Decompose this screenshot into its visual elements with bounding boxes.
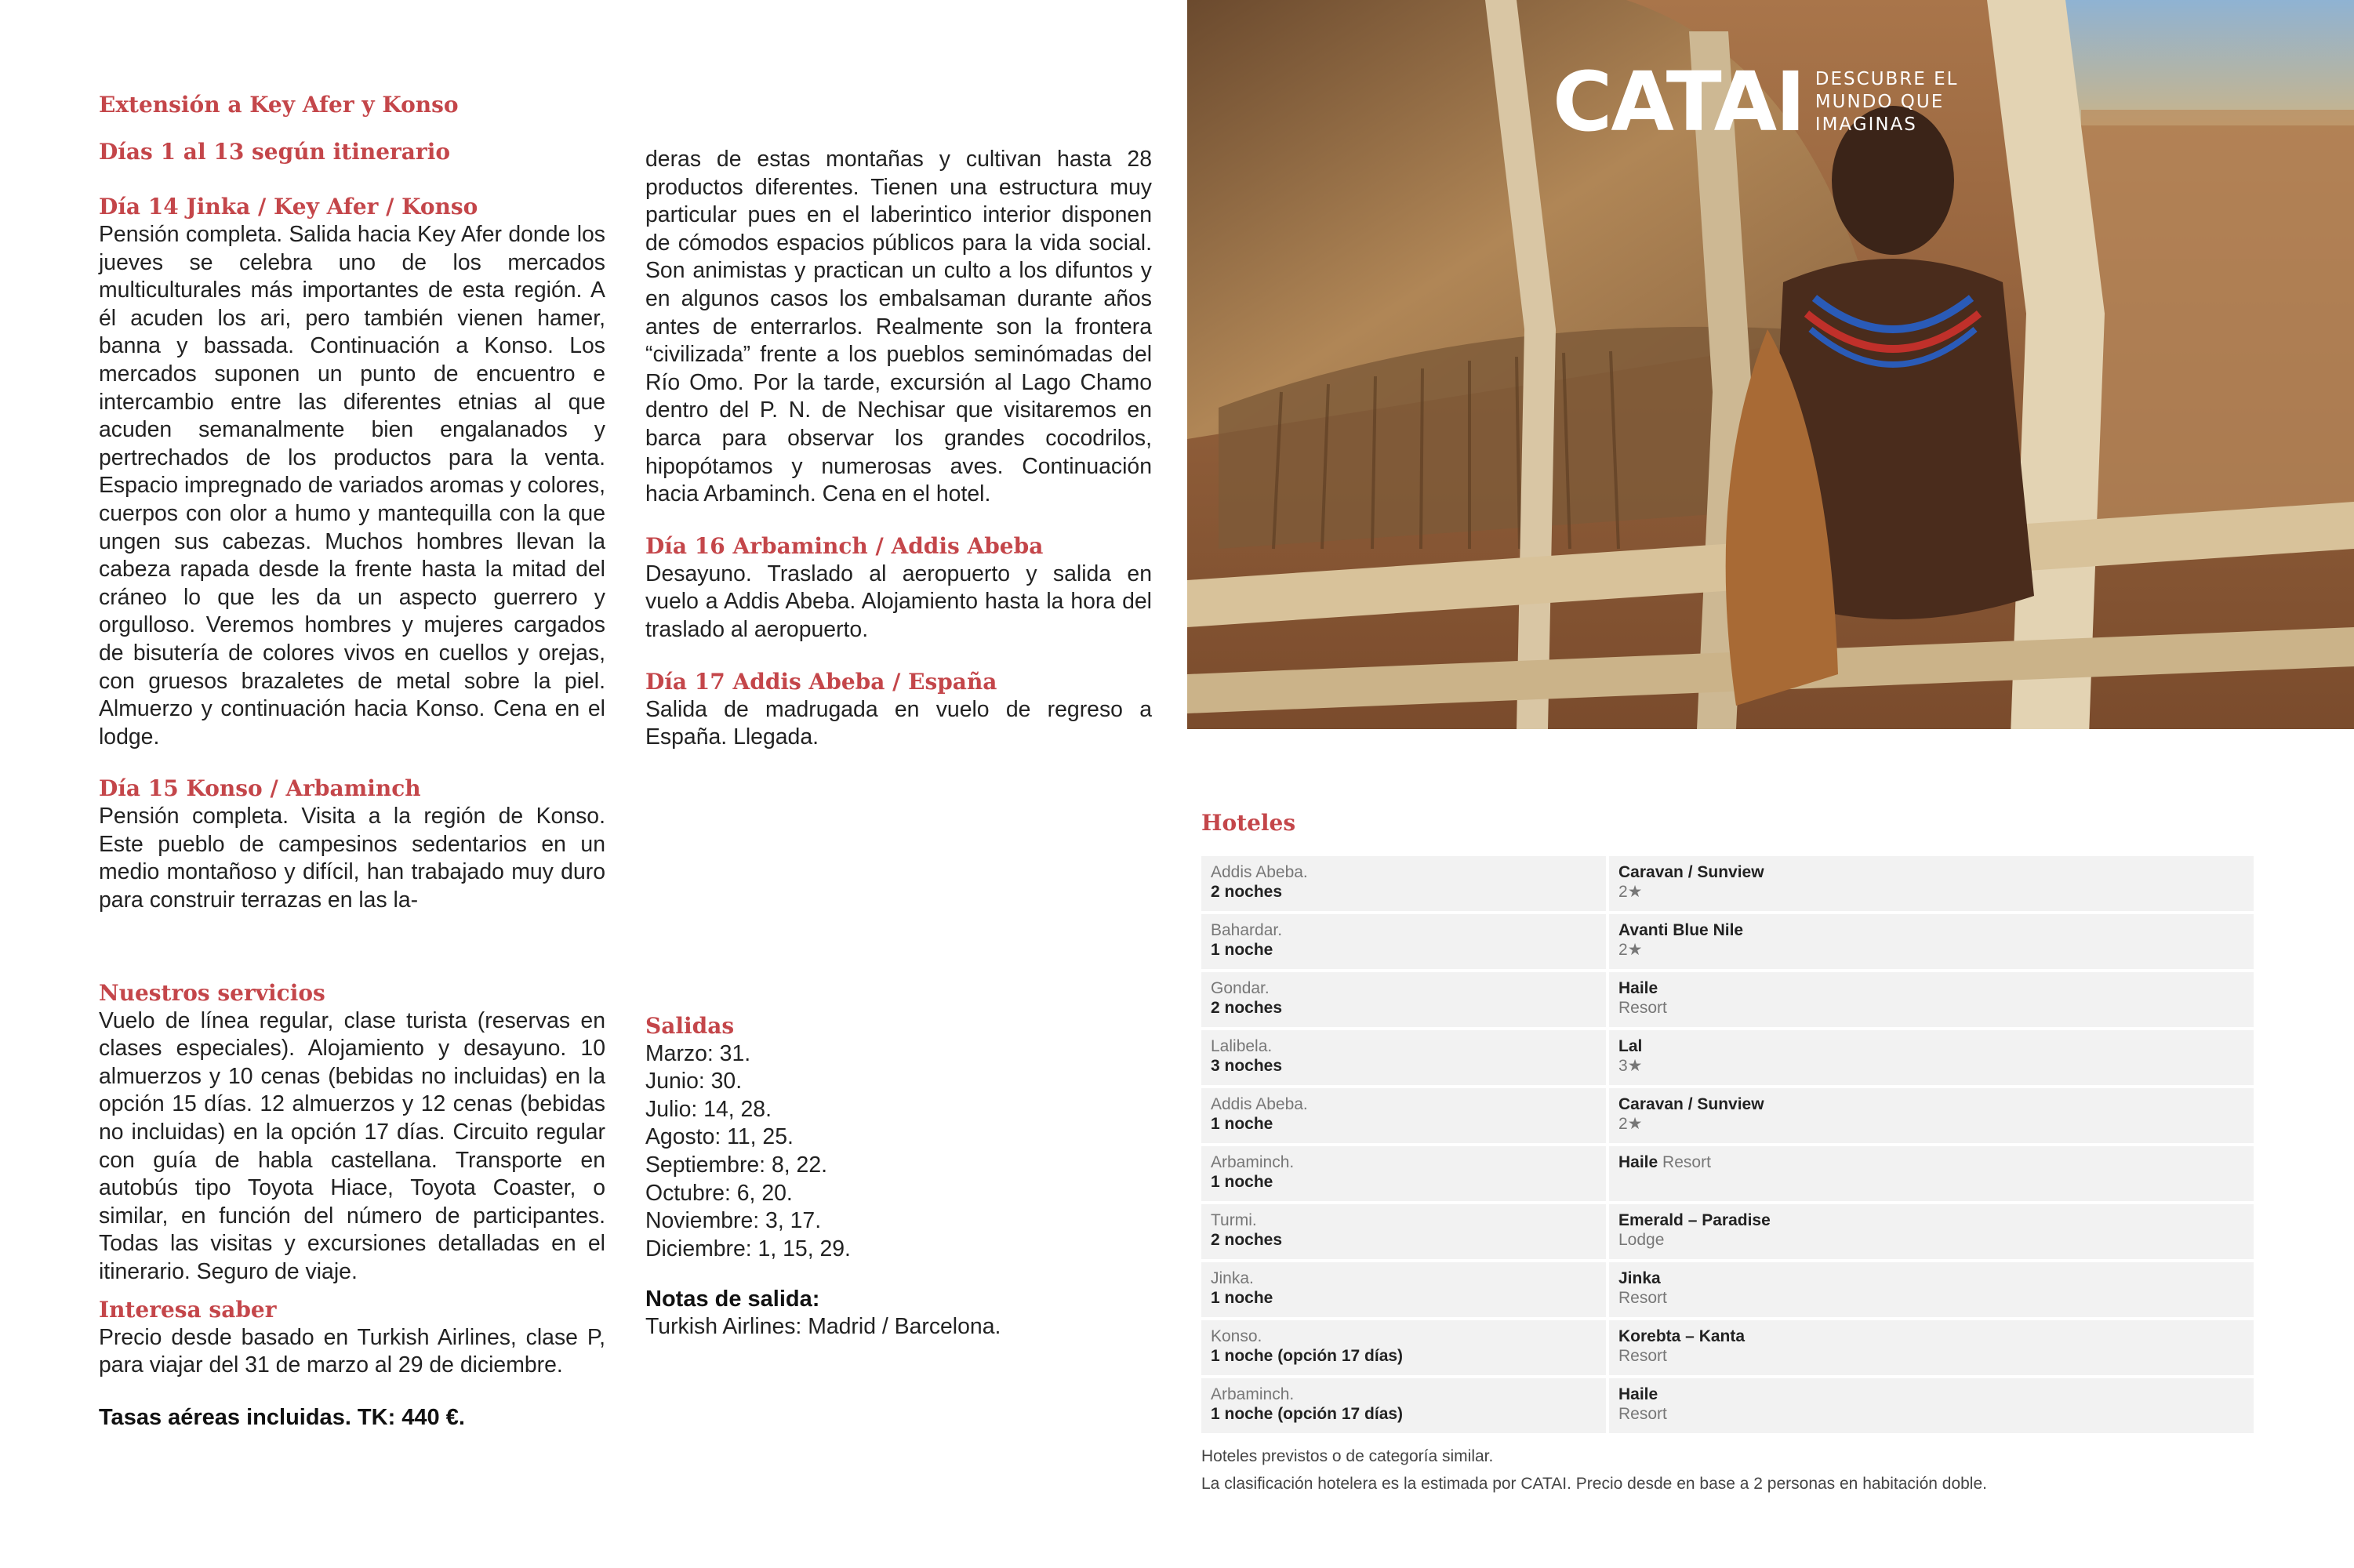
table-row (1201, 1146, 2254, 1201)
hotel-city-cell (1201, 1088, 1606, 1143)
hotel-city-cell (1201, 1378, 1606, 1433)
hotel-name: Haile (1618, 1385, 1658, 1403)
hotel-note: La clasificación hotelera es la estimada por CATAI. Precio desde en base a 2 personas en habitación doble. (1201, 1475, 1987, 1493)
hotel-city-cell (1201, 1204, 1606, 1259)
know-text: Precio desde basado en Turkish Airlines, clase P, para viajar del 31 de marzo al 29 de diciembre. (99, 1324, 605, 1378)
hotel-category: 2★ (1618, 883, 1643, 901)
departures-list (645, 1040, 1152, 1264)
hotel-category: Resort (1662, 1153, 1711, 1171)
hotel-city: Gondar. (1211, 979, 1270, 997)
days-title: Días 1 al 13 según itinerario (99, 139, 450, 165)
hotel-category: 3★ (1618, 1057, 1643, 1075)
hotel-category: 2★ (1618, 1115, 1643, 1133)
hotel-city: Konso. (1211, 1327, 1262, 1345)
day15-title: Día 15 Konso / Arbaminch (99, 775, 421, 802)
hotel-name-cell (1609, 1146, 2254, 1201)
departure-notes-text: Turkish Airlines: Madrid / Barcelona. (645, 1314, 1001, 1340)
hotel-nights: 3 noches (1211, 1057, 1283, 1075)
hotel-name-cell (1609, 1378, 2254, 1433)
table-row (1201, 1030, 2254, 1085)
day17-title: Día 17 Addis Abeba / España (645, 668, 997, 695)
hotel-name: Haile (1618, 1153, 1658, 1171)
table-row (1201, 1088, 2254, 1143)
hotel-nights: 1 noche (opción 17 días) (1211, 1405, 1404, 1423)
hotel-nights: 1 noche (1211, 1115, 1273, 1133)
logo-tagline-line3: IMAGINAS (1815, 114, 1917, 135)
table-row (1201, 1204, 2254, 1259)
taxes-text: Tasas aéreas incluidas. TK: 440 €. (99, 1404, 465, 1430)
day14-title: Día 14 Jinka / Key Afer / Konso (99, 194, 478, 220)
hotel-city-cell (1201, 856, 1606, 911)
hotel-nights: 2 noches (1211, 883, 1283, 901)
hotel-nights: 1 noche (1211, 1289, 1273, 1307)
hotel-city-cell (1201, 972, 1606, 1027)
hotel-name: Emerald – Paradise (1618, 1211, 1771, 1229)
day17-text: Salida de madrugada en vuelo de regreso a España. Llegada. (645, 696, 1152, 750)
hotel-city: Addis Abeba. (1211, 863, 1308, 881)
services-title: Nuestros servicios (99, 979, 325, 1006)
departure-item: Diciembre: 1, 15, 29. (645, 1236, 851, 1261)
hotel-city-cell (1201, 1262, 1606, 1317)
hotel-note: Hoteles previstos o de categoría similar. (1201, 1447, 1494, 1465)
hotel-name-cell (1609, 856, 2254, 911)
hotel-nights: 2 noches (1211, 1231, 1283, 1249)
hotels-title: Hoteles (1201, 810, 1296, 836)
hotel-city-cell (1201, 1320, 1606, 1375)
day16-text: Desayuno. Traslado al aeropuerto y salida en vuelo a Addis Abeba. Alojamiento hasta la hora del traslado al aeropuerto. (645, 561, 1152, 642)
hotel-category: Resort (1618, 1289, 1667, 1307)
hotel-name: Korebta – Kanta (1618, 1327, 1746, 1345)
hotel-category: Resort (1618, 1347, 1667, 1365)
services-text: Vuelo de línea regular, clase turista (reservas en clases especiales). Alojamiento y desayuno. 10 almuerzos y 10 cenas (bebidas no incluidas) en la opción 15 días. 12 almuerzos y 12 cenas (bebidas no incluidas) en la opción 17 días. Circuito regular con guía de habla castellana. Transporte en autobús tipo Toyota Hiace, Toyota Coaster, o similar, en función del número de participantes. Todas las visitas y excursiones detalladas en el itinerario. Seguro de viaje. (99, 1007, 605, 1284)
hotel-city: Bahardar. (1211, 921, 1283, 939)
hotel-name: Caravan / Sunview (1618, 1095, 1764, 1113)
logo-tagline-line1: DESCUBRE EL (1815, 68, 1959, 89)
itinerary-column-left (99, 91, 605, 1432)
departure-notes-title: Notas de salida: (645, 1287, 820, 1312)
departure-item: Julio: 14, 28. (645, 1096, 772, 1122)
hotel-city: Addis Abeba. (1211, 1095, 1308, 1113)
hotels-table (1201, 856, 2254, 1436)
departure-item: Junio: 30. (645, 1069, 743, 1094)
hotel-city-cell (1201, 1146, 1606, 1201)
hotel-name: Lal (1618, 1037, 1643, 1055)
table-row (1201, 972, 2254, 1027)
hotel-city: Turmi. (1211, 1211, 1257, 1229)
table-row (1201, 1320, 2254, 1375)
hotel-name-cell (1609, 1204, 2254, 1259)
day15-continued-text: deras de estas montañas y cultivan hasta 28 productos diferentes. Tienen una estructura muy particular pues en el laberintico interior disponen de cómodos espacios públicos para la vida social. Son animistas y practican un culto a los difuntos y en algunos casos los embalsaman durante años antes de enterrarlos. Realmente son la frontera “civilizada” frente a los pueblos seminómadas del Río Omo. Por la tarde, excursión al Lago Chamo dentro del P. N. de Nechisar que visitaremos en barca para observar los grandes cocodrilos, hipopótamos y numerosas aves. Continuación hacia Arbaminch. Cena en el hotel. (645, 147, 1152, 507)
hotel-city: Arbaminch. (1211, 1153, 1295, 1171)
hotel-city: Arbaminch. (1211, 1385, 1295, 1403)
hotel-category: Resort (1618, 999, 1667, 1017)
hotel-city-cell (1201, 1030, 1606, 1085)
departure-item: Octubre: 6, 20. (645, 1180, 793, 1206)
departure-item: Marzo: 31. (645, 1040, 751, 1066)
logo-tagline-line2: MUNDO QUE (1815, 91, 1945, 112)
hotel-nights: 1 noche (1211, 941, 1273, 959)
hotel-nights: 2 noches (1211, 999, 1283, 1017)
hotel-name-cell (1609, 1088, 2254, 1143)
day16-title: Día 16 Arbaminch / Addis Abeba (645, 532, 1044, 559)
hotel-name: Haile (1618, 979, 1658, 997)
hotel-city-cell (1201, 914, 1606, 969)
hotel-nights: 1 noche (1211, 1173, 1273, 1191)
hotel-name: Avanti Blue Nile (1618, 921, 1744, 939)
table-row (1201, 1378, 2254, 1433)
day14-text: Pensión completa. Salida hacia Key Afer donde los jueves se celebra uno de los mercados multiculturales más importantes de esta región. A él acuden los ari, pero también vienen hamer, banna y bassada. Continuación a Konso. Los mercados suponen un punto de encuentro e intercambio entre las diferentes etnias al que acuden semanalmente bien engalanados y pertrechados de los productos para la venta. Espacio impregnado de variados aromas y colores, cuerpos con olor a humo y mantequilla con la que ungen sus cabezas. Muchos hombres llevan la cabeza rapada desde la frente hasta la mitad del cráneo lo que les da un aspecto guerrero y orgulloso. Veremos hombres y mujeres cargados de bisutería de colores vivos en cuellos y orejas, con gruesos brazaletes de metal sobre la piel. Almuerzo y continuación hacia Konso. Cena en el lodge. (99, 222, 605, 750)
hotel-city: Lalibela. (1211, 1037, 1273, 1055)
table-row (1201, 914, 2254, 969)
table-row (1201, 1262, 2254, 1317)
day15-text: Pensión completa. Visita a la región de Konso. Este pueblo de campesinos sedentarios en un medio montañoso y difícil, han trabajado muy duro para construir terrazas en las la- (99, 804, 605, 913)
departure-item: Agosto: 11, 25. (645, 1124, 794, 1150)
hotel-name: Caravan / Sunview (1618, 863, 1764, 881)
hotel-notes (1201, 1443, 1987, 1497)
hotel-category: Lodge (1618, 1231, 1665, 1249)
hotel-name-cell (1609, 1262, 2254, 1317)
departure-item: Septiembre: 8, 22. (645, 1152, 827, 1178)
hotel-name-cell (1609, 972, 2254, 1027)
hotel-name-cell (1609, 1030, 2254, 1085)
logo-wordmark: CATAI (1553, 54, 1804, 150)
hotel-name-cell (1609, 1320, 2254, 1375)
know-title: Interesa saber (99, 1296, 277, 1323)
hotel-name: Jinka (1618, 1269, 1661, 1287)
table-row (1201, 856, 2254, 911)
hotel-nights: 1 noche (opción 17 días) (1211, 1347, 1404, 1365)
hotel-category: 2★ (1618, 941, 1643, 959)
departures-title: Salidas (645, 1012, 735, 1039)
hotel-name-cell (1609, 914, 2254, 969)
departure-item: Noviembre: 3, 17. (645, 1208, 822, 1234)
catai-logo (1553, 54, 1988, 150)
extension-title: Extensión a Key Afer y Konso (99, 92, 459, 118)
hotel-city: Jinka. (1211, 1269, 1254, 1287)
hotel-category: Resort (1618, 1405, 1667, 1423)
itinerary-column-middle (645, 146, 1152, 1341)
logo-tagline (1815, 68, 1988, 136)
